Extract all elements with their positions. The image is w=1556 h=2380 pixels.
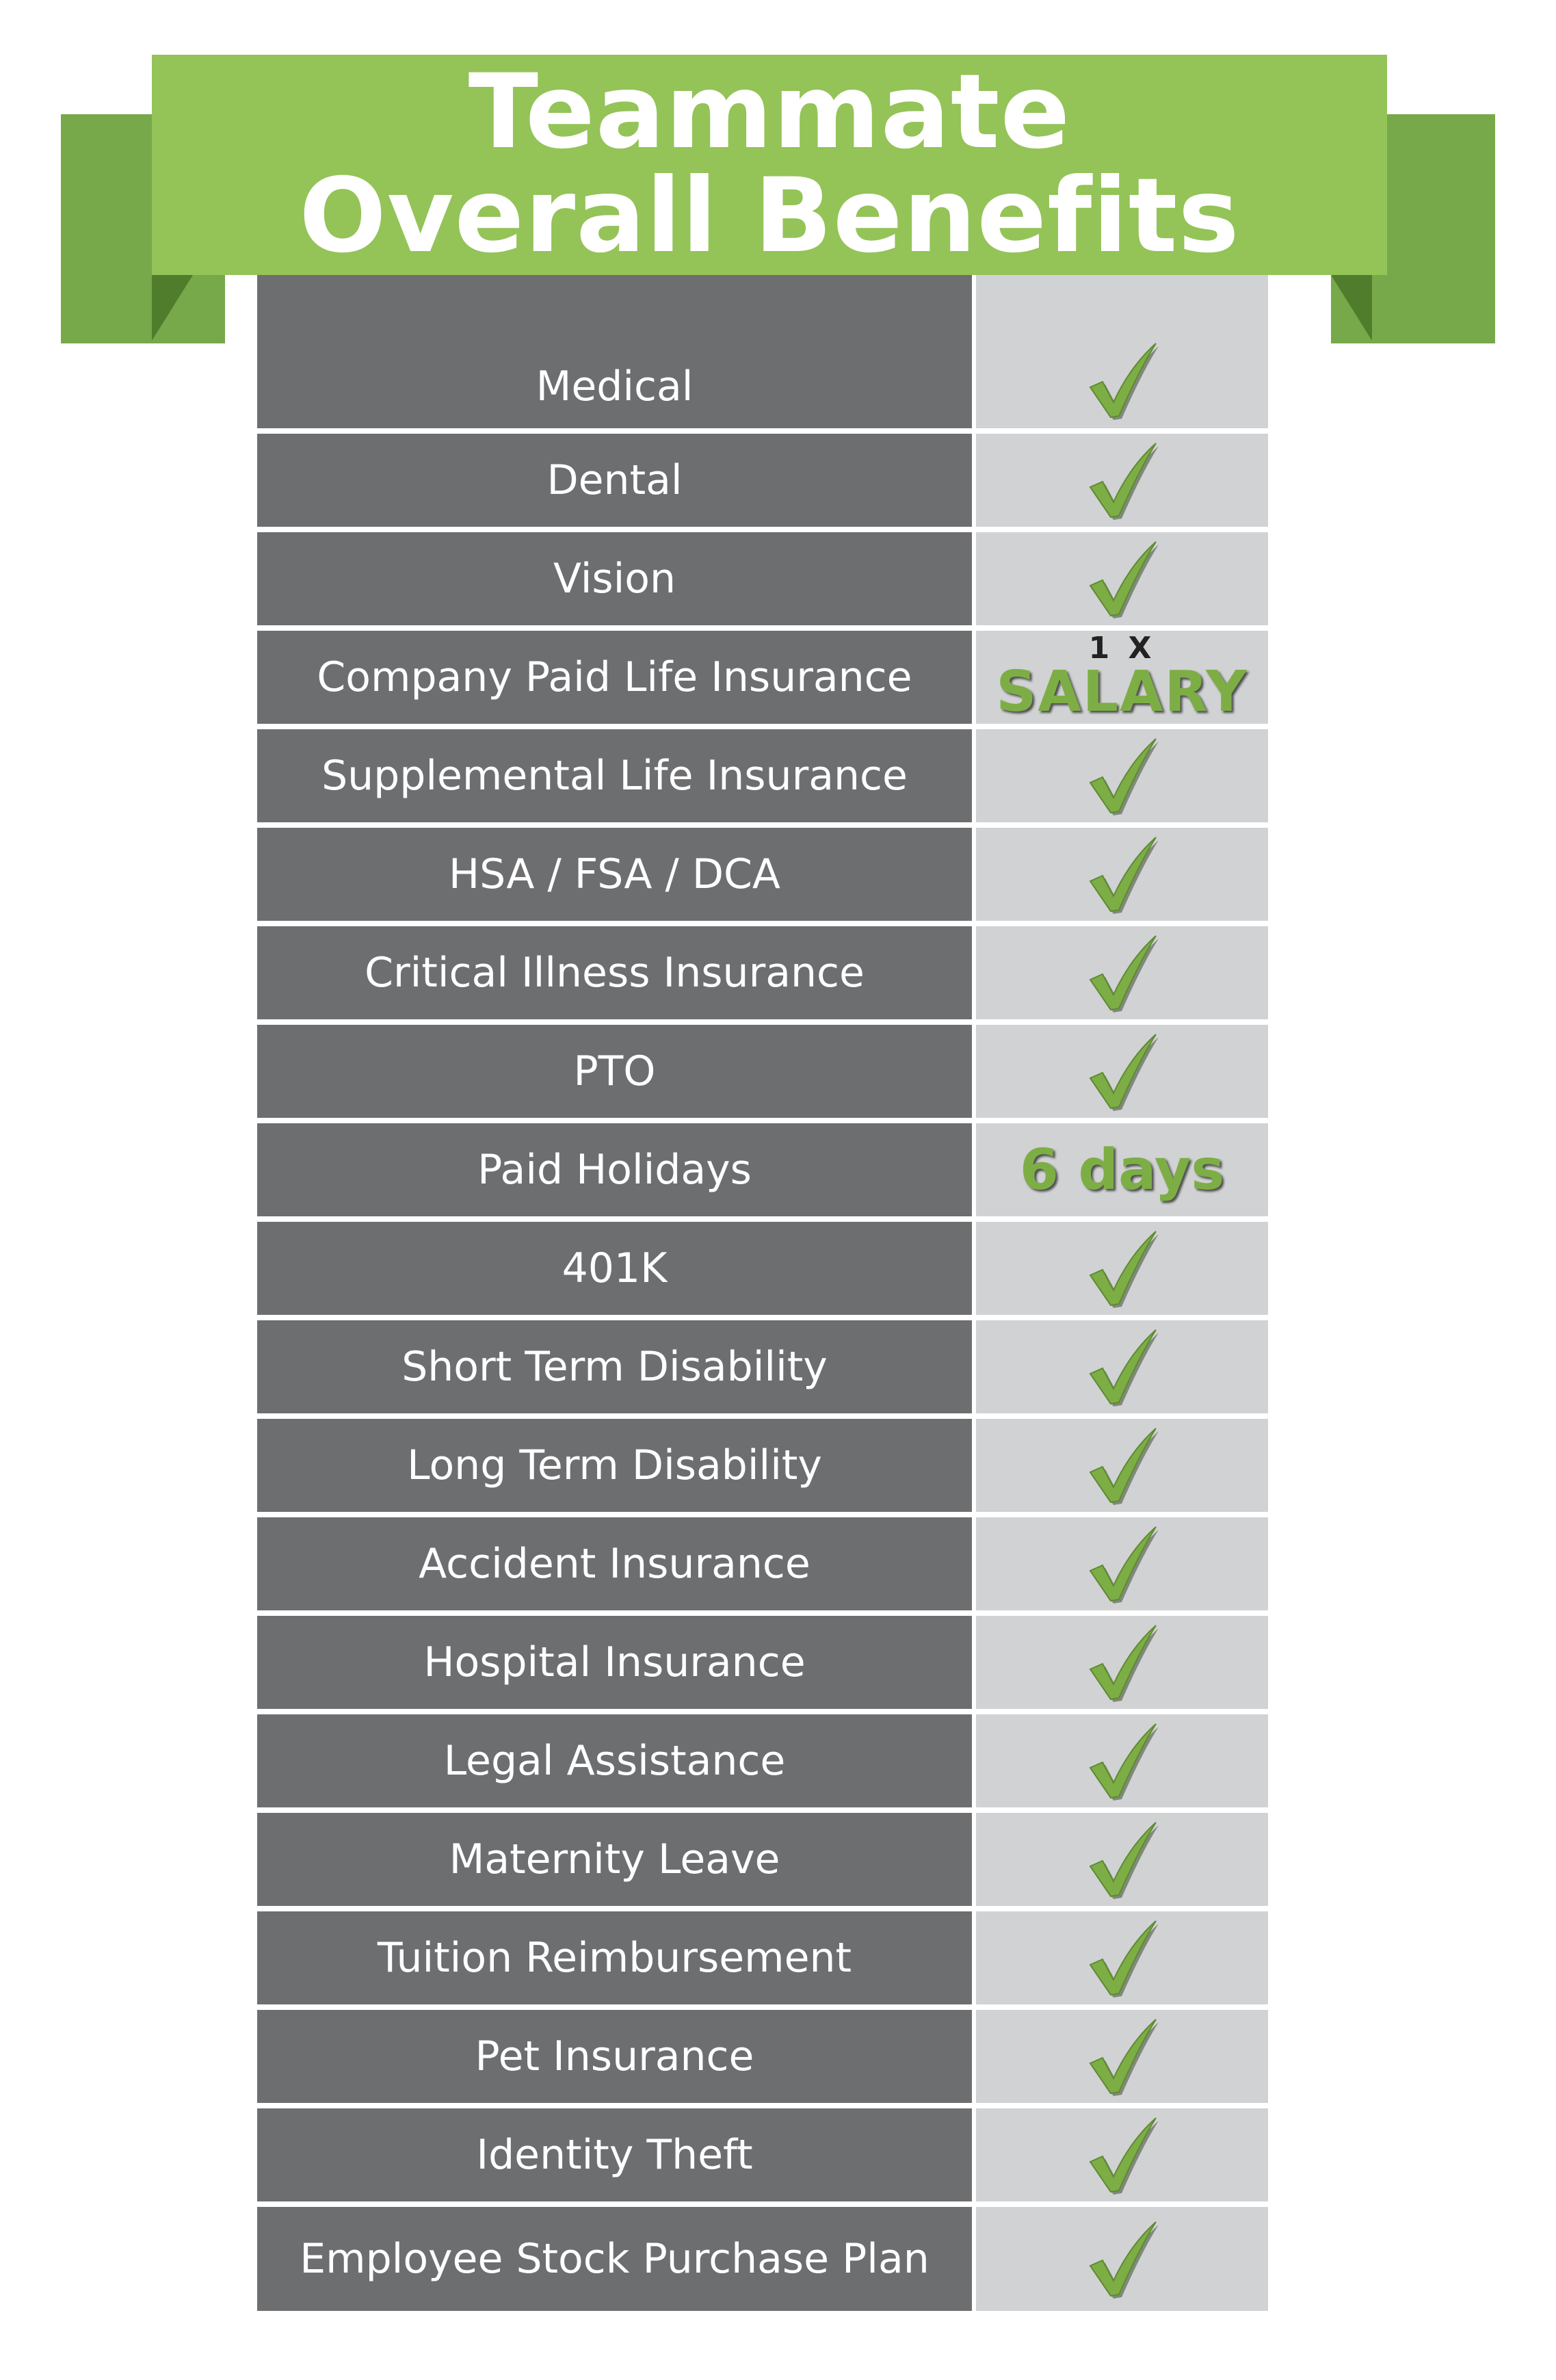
table-row (257, 1419, 1268, 1517)
checkmark-icon (1085, 1523, 1160, 1605)
benefit-label: Dental (257, 434, 972, 532)
benefit-value (972, 1222, 1268, 1320)
title-line-1: Teammate (468, 52, 1071, 172)
checkmark-icon (1085, 2015, 1160, 2097)
table-row (257, 631, 1268, 729)
benefit-label: Legal Assistance (257, 1714, 972, 1813)
checkmark-icon (1085, 439, 1160, 521)
benefit-value (972, 1517, 1268, 1616)
benefit-label: Identity Theft (257, 2108, 972, 2207)
benefit-label: Pet Insurance (257, 2010, 972, 2108)
benefit-label: Employee Stock Purchase Plan (257, 2207, 972, 2311)
salary-text: SALARY (996, 659, 1248, 724)
table-row (257, 2010, 1268, 2108)
checkmark-icon (1085, 1917, 1160, 1999)
checkmark-icon (1085, 2218, 1160, 2300)
checkmark-icon (1085, 1720, 1160, 1802)
benefit-label: PTO (257, 1025, 972, 1123)
benefit-value (972, 926, 1268, 1025)
table-row (257, 1222, 1268, 1320)
checkmark-icon (1085, 1424, 1160, 1506)
table-row (257, 1517, 1268, 1616)
multiplier-text: 1 X (1088, 631, 1156, 666)
benefit-label: Vision (257, 532, 972, 631)
table-row (257, 2108, 1268, 2207)
holidays-value: 6 days (1019, 1137, 1225, 1203)
benefit-label: Supplemental Life Insurance (257, 729, 972, 828)
table-row (257, 532, 1268, 631)
benefit-value (972, 1616, 1268, 1714)
table-row (257, 926, 1268, 1025)
benefit-label: Medical (257, 275, 972, 434)
table-row (257, 729, 1268, 828)
table-row (257, 434, 1268, 532)
benefit-value (972, 1419, 1268, 1517)
ribbon-fold-right (1331, 275, 1372, 341)
checkmark-icon (1085, 2114, 1160, 2196)
table-row (257, 828, 1268, 926)
benefit-label: Long Term Disability (257, 1419, 972, 1517)
checkmark-icon (1085, 1030, 1160, 1112)
benefit-label: Hospital Insurance (257, 1616, 972, 1714)
ribbon-fold-left (152, 275, 193, 341)
benefit-value (972, 2207, 1268, 2311)
benefit-value (972, 828, 1268, 926)
checkmark-icon (1085, 538, 1160, 620)
title-banner (152, 52, 1387, 276)
table-row (257, 1320, 1268, 1419)
table-row (257, 1123, 1268, 1222)
benefit-label: HSA / FSA / DCA (257, 828, 972, 926)
benefit-value (972, 1911, 1268, 2010)
benefit-value (972, 729, 1268, 828)
checkmark-icon (1085, 339, 1160, 421)
benefit-value (972, 1714, 1268, 1813)
benefit-label: Tuition Reimbursement (257, 1911, 972, 2010)
benefit-value (972, 532, 1268, 631)
table-row (257, 1616, 1268, 1714)
table-row (257, 275, 1268, 434)
benefits-table (257, 275, 1268, 2311)
benefit-label: 401K (257, 1222, 972, 1320)
checkmark-icon (1085, 735, 1160, 817)
table-row (257, 1911, 1268, 2010)
benefit-value (972, 2010, 1268, 2108)
benefit-label: Short Term Disability (257, 1320, 972, 1419)
benefit-value (972, 1320, 1268, 1419)
title-line-2: Overall Benefits (299, 156, 1240, 276)
benefit-label: Accident Insurance (257, 1517, 972, 1616)
table-row (257, 1714, 1268, 1813)
checkmark-icon (1085, 1227, 1160, 1309)
benefit-label: Company Paid Life Insurance (257, 631, 972, 729)
table-row (257, 1025, 1268, 1123)
benefit-label: Paid Holidays (257, 1123, 972, 1222)
checkmark-icon (1085, 1326, 1160, 1408)
benefit-value (972, 631, 1268, 729)
benefit-value (972, 1025, 1268, 1123)
benefit-value (972, 1123, 1268, 1222)
checkmark-icon (1085, 932, 1160, 1014)
benefit-value (972, 1813, 1268, 1911)
benefit-label: Maternity Leave (257, 1813, 972, 1911)
benefit-value (972, 434, 1268, 532)
checkmark-icon (1085, 1621, 1160, 1703)
benefit-value (972, 2108, 1268, 2207)
table-row (257, 2207, 1268, 2311)
table-row (257, 1813, 1268, 1911)
salary-multiplier (996, 631, 1248, 724)
benefit-label: Critical Illness Insurance (257, 926, 972, 1025)
benefit-value (972, 275, 1268, 434)
checkmark-icon (1085, 833, 1160, 915)
checkmark-icon (1085, 1818, 1160, 1900)
